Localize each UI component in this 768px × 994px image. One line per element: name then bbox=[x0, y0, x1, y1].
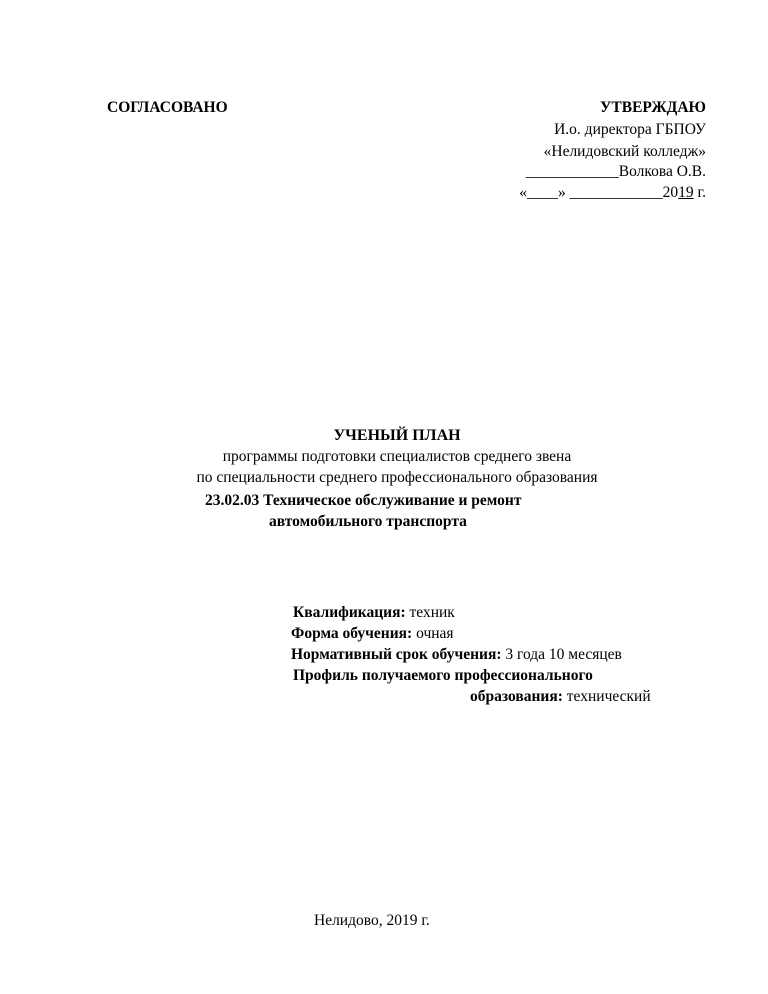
qualification-value: техник bbox=[405, 604, 455, 621]
study-term-line bbox=[291, 647, 622, 663]
title-line-2: по специальности среднего профессионального образования bbox=[196, 469, 598, 486]
document-title: УЧЕНЫЙ ПЛАН bbox=[333, 427, 461, 444]
approval-position: И.о. директора ГБПОУ bbox=[554, 121, 706, 138]
study-term-value: 3 года 10 месяцев bbox=[501, 646, 622, 663]
study-form-value: очная bbox=[412, 625, 454, 642]
qualification-label: Квалификация: bbox=[293, 604, 406, 621]
approval-signature bbox=[526, 164, 706, 180]
title-line-1: программы подготовки специалистов среднего звена bbox=[222, 448, 572, 465]
profile-label: образования: bbox=[470, 688, 563, 705]
title-line-4: автомобильного транспорта bbox=[269, 513, 467, 530]
profile-line-2 bbox=[470, 689, 651, 705]
approval-date bbox=[519, 185, 706, 201]
profile-value: технический bbox=[562, 688, 651, 705]
left-header: СОГЛАСОВАНО bbox=[107, 99, 228, 116]
approval-org: «Нелидовский колледж» bbox=[543, 143, 706, 160]
qualification-line bbox=[293, 605, 455, 621]
signature-blank: ____________ bbox=[525, 163, 619, 180]
profile-line-1: Профиль получаемого профессионального bbox=[293, 667, 593, 684]
date-month-blank: » ____________20 bbox=[558, 184, 679, 201]
date-end: г. bbox=[693, 184, 706, 201]
study-term-label: Нормативный срок обучения: bbox=[291, 646, 502, 663]
approval-heading: УТВЕРЖДАЮ bbox=[600, 99, 706, 116]
study-form-line bbox=[291, 626, 454, 642]
study-form-label: Форма обучения: bbox=[291, 625, 413, 642]
title-line-3: 23.02.03 Техническое обслуживание и ремонт bbox=[205, 492, 522, 509]
date-day-blank: ____ bbox=[527, 184, 559, 201]
approver-name: Волкова О.В. bbox=[618, 163, 706, 180]
date-open-quote: « bbox=[519, 184, 528, 201]
date-year-suffix: 19 bbox=[678, 184, 694, 201]
footer-place-year: Нелидово, 2019 г. bbox=[314, 912, 430, 929]
